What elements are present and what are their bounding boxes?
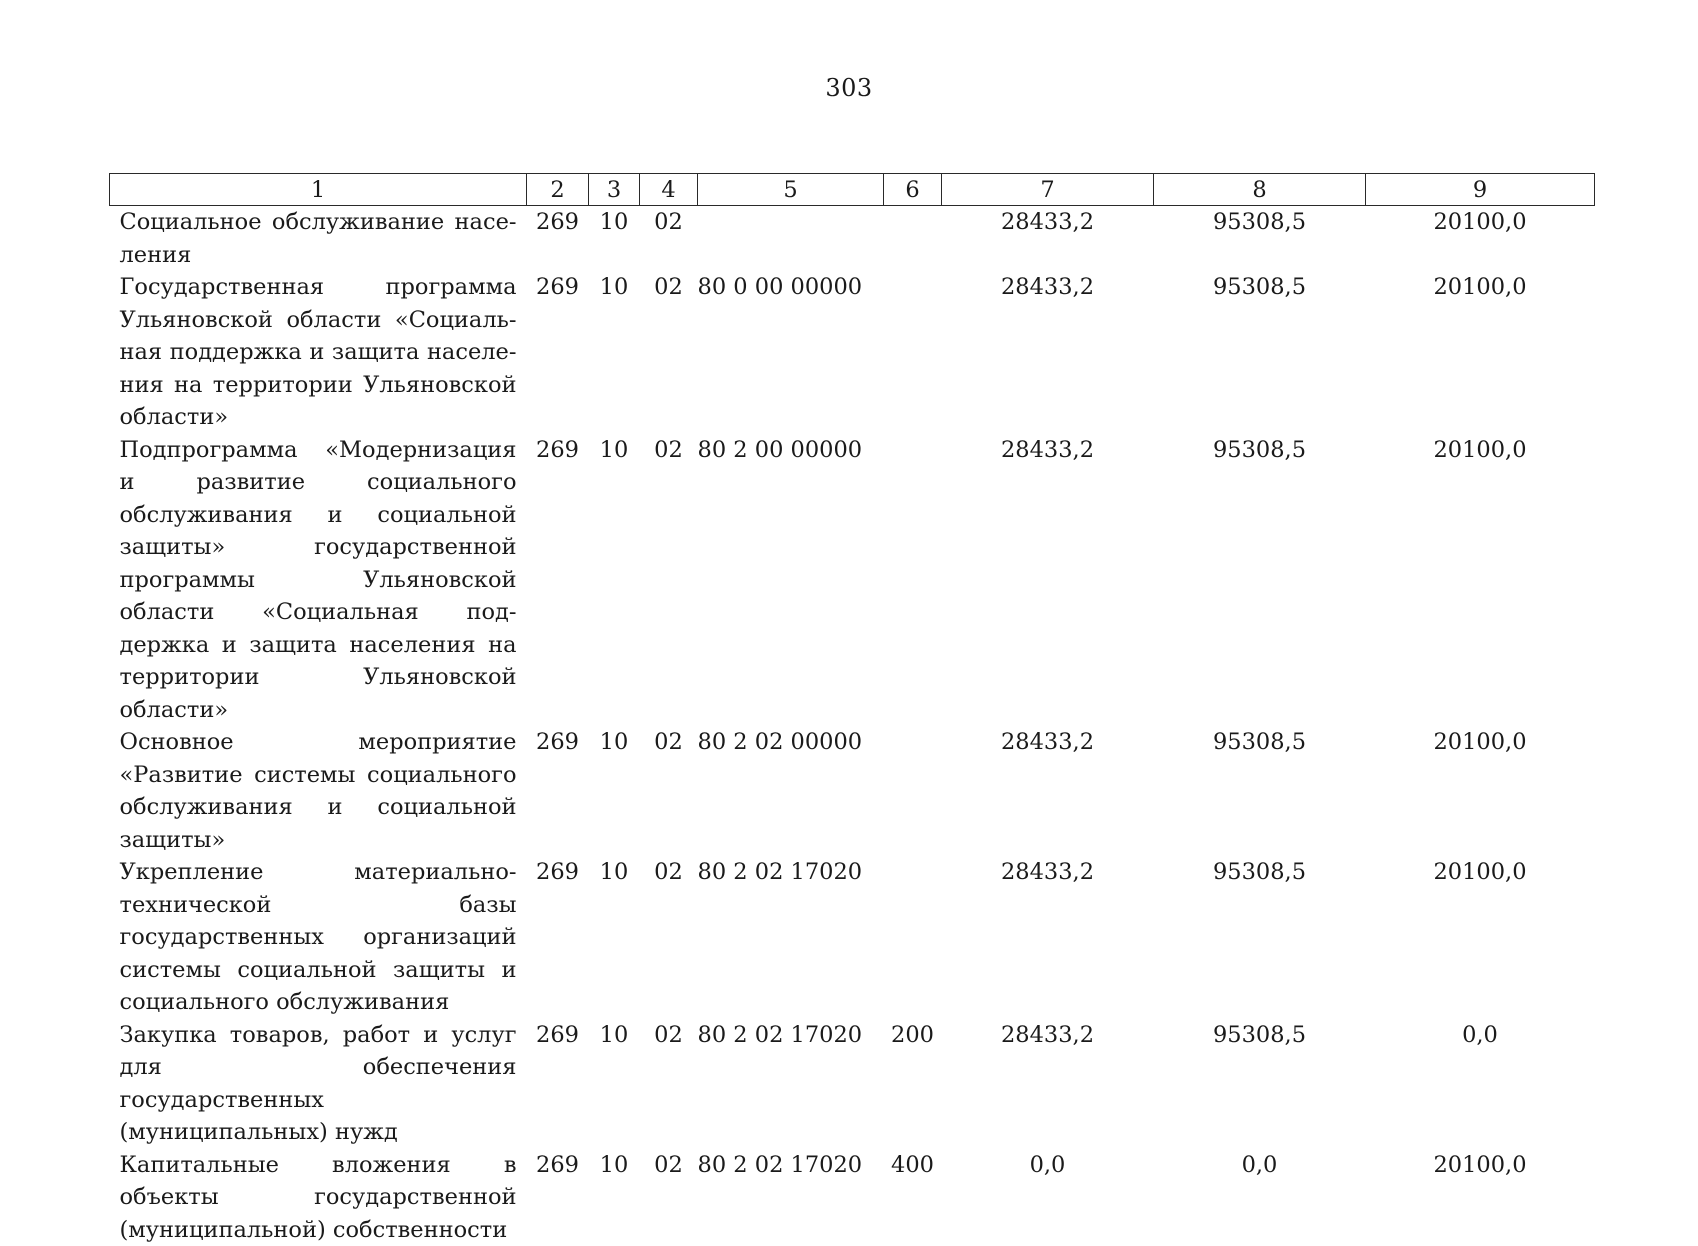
cell-col5: 80 2 02 00000 [698, 726, 884, 856]
table-row [110, 271, 1595, 434]
cell-col7: 28433,2 [942, 856, 1154, 1019]
cell-col6 [884, 726, 942, 856]
page-number: 303 [0, 74, 1698, 102]
column-header: 8 [1154, 174, 1366, 206]
cell-col7: 28433,2 [942, 726, 1154, 856]
cell-col5: 80 2 02 17020 [698, 1149, 884, 1246]
table-row [110, 1019, 1595, 1149]
table-row [110, 856, 1595, 1019]
cell-col8: 95308,5 [1154, 271, 1366, 434]
cell-col5: 80 0 00 00000 [698, 271, 884, 434]
cell-col7: 28433,2 [942, 206, 1154, 272]
cell-col2: 269 [527, 434, 589, 727]
row-description: Подпрограмма «Модернизация и развитие социального обслуживания и социальной защиты» государственной программы Ульяновской области «Социальная поддержка и защита населения на территории Ульяновской области» [110, 434, 527, 727]
cell-col2: 269 [527, 856, 589, 1019]
row-description: Основное мероприятие «Развитие системы социального обслуживания и социальной защиты» [110, 726, 527, 856]
cell-col3: 10 [589, 1149, 640, 1246]
cell-col5: 80 2 02 17020 [698, 856, 884, 1019]
cell-col8: 95308,5 [1154, 206, 1366, 272]
row-description: Капитальные вложения в объекты государственной (муниципальной) собственности [110, 1149, 527, 1246]
cell-col3: 10 [589, 726, 640, 856]
cell-col8: 95308,5 [1154, 856, 1366, 1019]
cell-col9: 0,0 [1366, 1019, 1595, 1149]
cell-col6 [884, 434, 942, 727]
table-row [110, 726, 1595, 856]
table-row [110, 1149, 1595, 1246]
cell-col8: 0,0 [1154, 1149, 1366, 1246]
row-description: Закупка товаров, работ и услуг для обеспечения государственных (муниципальных) нужд [110, 1019, 527, 1149]
cell-col4: 02 [640, 434, 698, 727]
column-header: 1 [110, 174, 527, 206]
cell-col4: 02 [640, 271, 698, 434]
cell-col3: 10 [589, 271, 640, 434]
cell-col7: 0,0 [942, 1149, 1154, 1246]
cell-col2: 269 [527, 206, 589, 272]
column-header: 4 [640, 174, 698, 206]
budget-table [109, 173, 1595, 1246]
cell-col6 [884, 206, 942, 272]
cell-col6: 400 [884, 1149, 942, 1246]
header-row [110, 174, 1595, 206]
cell-col8: 95308,5 [1154, 1019, 1366, 1149]
cell-col2: 269 [527, 1019, 589, 1149]
column-header: 6 [884, 174, 942, 206]
cell-col4: 02 [640, 1149, 698, 1246]
row-description: Укрепление материально-технической базы государственных организаций системы социальной защиты и социального обслуживания [110, 856, 527, 1019]
cell-col3: 10 [589, 1019, 640, 1149]
cell-col4: 02 [640, 726, 698, 856]
cell-col2: 269 [527, 1149, 589, 1246]
cell-col6 [884, 271, 942, 434]
table-row [110, 206, 1595, 272]
cell-col2: 269 [527, 726, 589, 856]
cell-col4: 02 [640, 1019, 698, 1149]
cell-col3: 10 [589, 434, 640, 727]
column-header: 7 [942, 174, 1154, 206]
row-description: Социальное обслуживание населения [110, 206, 527, 272]
cell-col6: 200 [884, 1019, 942, 1149]
cell-col4: 02 [640, 856, 698, 1019]
column-header: 3 [589, 174, 640, 206]
cell-col9: 20100,0 [1366, 856, 1595, 1019]
cell-col9: 20100,0 [1366, 271, 1595, 434]
cell-col7: 28433,2 [942, 271, 1154, 434]
cell-col3: 10 [589, 206, 640, 272]
cell-col9: 20100,0 [1366, 1149, 1595, 1246]
column-header: 9 [1366, 174, 1595, 206]
table-row [110, 434, 1595, 727]
cell-col6 [884, 856, 942, 1019]
cell-col5: 80 2 02 17020 [698, 1019, 884, 1149]
cell-col9: 20100,0 [1366, 434, 1595, 727]
column-header: 2 [527, 174, 589, 206]
cell-col5 [698, 206, 884, 272]
cell-col9: 20100,0 [1366, 206, 1595, 272]
cell-col7: 28433,2 [942, 434, 1154, 727]
cell-col7: 28433,2 [942, 1019, 1154, 1149]
row-description: Государственная программа Ульяновской области «Социальная поддержка и защита населения на территории Ульяновской области» [110, 271, 527, 434]
cell-col3: 10 [589, 856, 640, 1019]
cell-col2: 269 [527, 271, 589, 434]
cell-col8: 95308,5 [1154, 434, 1366, 727]
cell-col5: 80 2 00 00000 [698, 434, 884, 727]
cell-col9: 20100,0 [1366, 726, 1595, 856]
cell-col4: 02 [640, 206, 698, 272]
column-header: 5 [698, 174, 884, 206]
cell-col8: 95308,5 [1154, 726, 1366, 856]
